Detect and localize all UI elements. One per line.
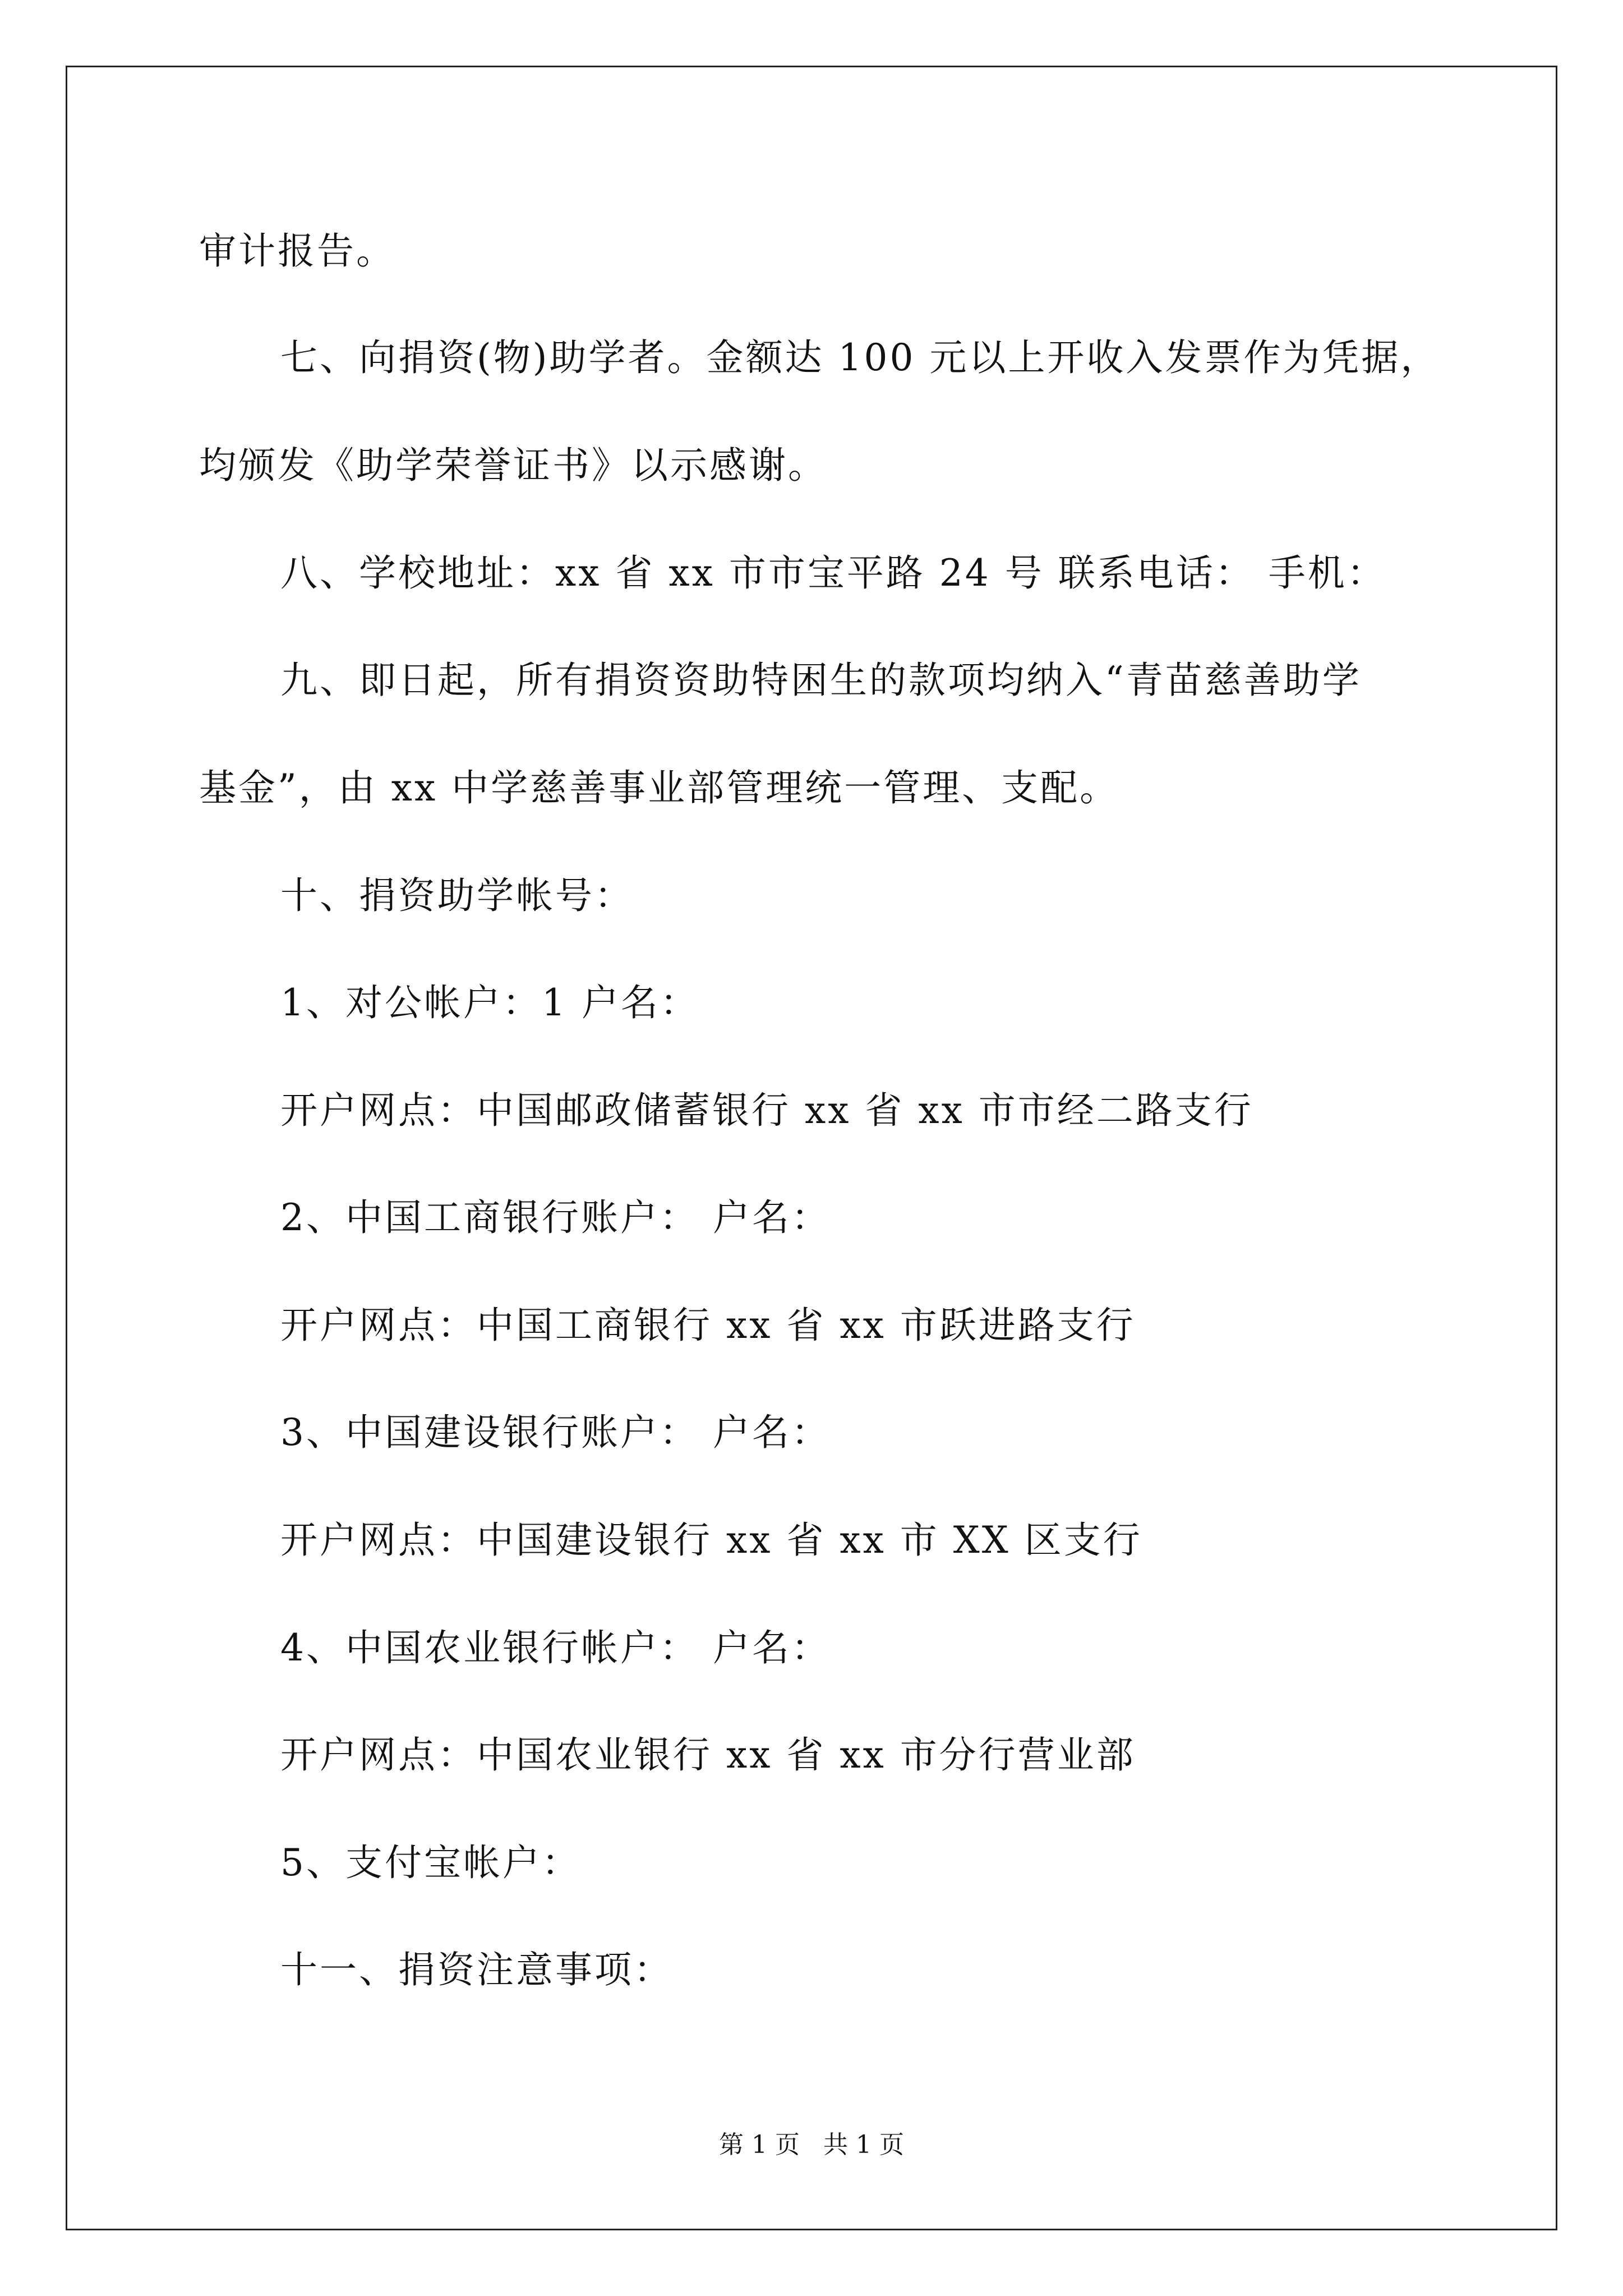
text-line: 3、中国建设银行账户： 户名： (280, 1411, 831, 1454)
page-border (66, 66, 1557, 2230)
text-line: 开户网点：中国农业银行 xx 省 xx 市分行营业部 (280, 1733, 1136, 1777)
text-line: 1、对公帐户：1 户名： (280, 981, 699, 1024)
text-line: 开户网点：中国邮政储蓄银行 xx 省 xx 市市经二路支行 (280, 1089, 1253, 1132)
text-line: 均颁发《助学荣誉证书》以示感谢。 (199, 444, 827, 487)
text-line: 开户网点：中国工商银行 xx 省 xx 市跃进路支行 (280, 1304, 1136, 1347)
text-line: 5、支付宝帐户： (280, 1841, 581, 1884)
text-line: 八、学校地址：xx 省 xx 市市宝平路 24 号 联系电话： 手机： (280, 551, 1386, 595)
text-line: 九、即日起，所有捐资资助特困生的款项均纳入“青苗慈善助学 (280, 659, 1362, 702)
text-line: 十、捐资助学帐号： (280, 874, 634, 917)
text-line: 开户网点：中国建设银行 xx 省 xx 市 XX 区支行 (280, 1519, 1142, 1562)
text-line: 审计报告。 (199, 229, 395, 273)
text-line: 十一、捐资注意事项： (280, 1948, 673, 1991)
text-line: 七、向捐资(物)助学者。金额达 100 元以上开收入发票作为凭据， (280, 336, 1440, 379)
text-line: 基金”，由 xx 中学慈善事业部管理统一管理、支配。 (199, 766, 1119, 809)
page-footer: 第 1 页 共 1 页 (719, 2131, 904, 2159)
text-line: 2、中国工商银行账户： 户名： (280, 1196, 831, 1239)
text-line: 4、中国农业银行帐户： 户名： (280, 1626, 831, 1669)
